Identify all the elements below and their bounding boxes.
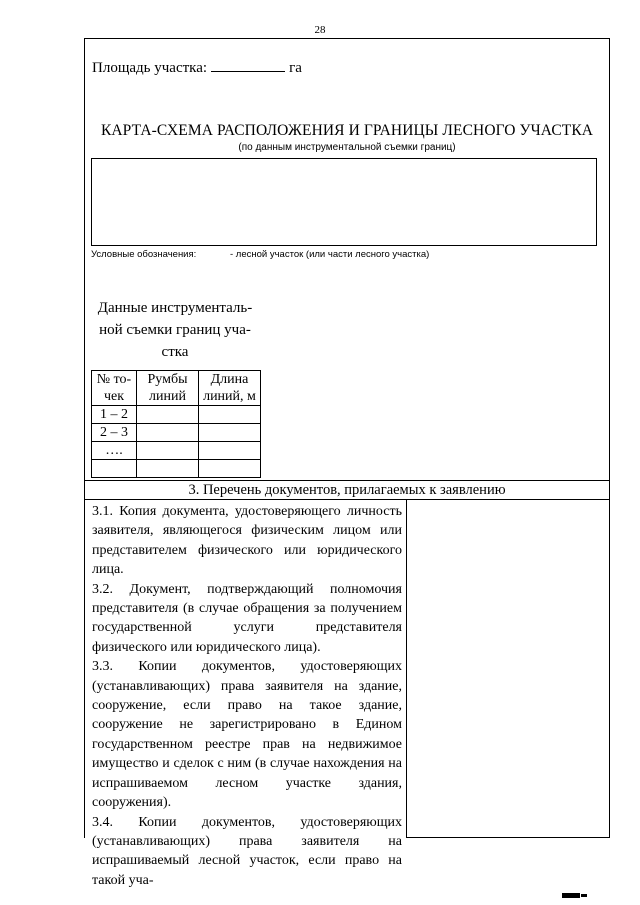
table-cell[interactable] — [92, 460, 137, 478]
column-header-length: Длина линий, м — [199, 371, 261, 406]
table-row — [92, 406, 261, 424]
table-cell[interactable] — [137, 406, 199, 424]
area-unit: га — [289, 60, 302, 76]
legend-label: Условные обозначения: — [91, 249, 197, 260]
table-header-row — [92, 371, 261, 406]
map-box — [91, 158, 597, 246]
scan-mark — [562, 893, 580, 898]
table-row — [92, 424, 261, 442]
survey-heading-line: Данные инструменталь- — [97, 300, 253, 316]
list-item: 3.2. Документ, подтверждающий полномочия представителя (в случае обращения за получением государственной услуги представителя физического или юридического лица). — [92, 581, 402, 655]
survey-table — [91, 370, 261, 478]
table-cell[interactable] — [199, 406, 261, 424]
list-item: 3.1. Копия документа, удостоверяющего личность заявителя, являющегося физическим лицом или представителем физического или юридического лица. — [92, 504, 402, 578]
area-field — [92, 57, 302, 77]
document-list — [92, 502, 402, 890]
column-divider — [406, 500, 407, 838]
area-label: Площадь участка: — [92, 60, 208, 76]
survey-heading — [90, 297, 260, 363]
survey-heading-line: стка — [161, 344, 189, 360]
right-column-bottom-line — [406, 837, 610, 838]
page-number: 28 — [314, 24, 326, 36]
legend-description: - лесной участок (или части лесного участка) — [230, 249, 430, 260]
column-header-points: № то- чек — [92, 371, 137, 406]
table-cell[interactable] — [137, 460, 199, 478]
map-title: КАРТА-СХЕМА РАСПОЛОЖЕНИЯ И ГРАНИЦЫ ЛЕСНОГО УЧАСТКА — [100, 122, 594, 139]
list-item: 3.4. Копии документов, удостоверяющих (устанавливающих) права заявителя на испрашиваемый лесной участок, если право на такой уча- — [92, 814, 402, 888]
table-row — [92, 442, 261, 460]
survey-heading-line: ной съемки границ уча- — [99, 322, 251, 338]
table-cell[interactable]: 2 – 3 — [92, 424, 137, 442]
scan-mark — [581, 894, 587, 897]
map-subtitle: (по данным инструментальной съемки границ) — [238, 142, 456, 153]
table-cell[interactable] — [199, 424, 261, 442]
column-header-bearings: Румбы линий — [137, 371, 199, 406]
table-cell[interactable]: 1 – 2 — [92, 406, 137, 424]
table-cell[interactable] — [199, 460, 261, 478]
table-cell[interactable] — [137, 442, 199, 460]
list-item: 3.3. Копии документов, удостоверяющих (устанавливающих) права заявителя на здание, сооружение, если право на такое здание, сооружение не зарегистрировано в Едином государственном реестре прав на недвижимое имущество и сделок с ним (в случае нахождения на испрашиваемом лесном участке здания, сооружения). — [92, 659, 402, 811]
table-cell[interactable] — [137, 424, 199, 442]
table-cell[interactable] — [199, 442, 261, 460]
section3-title: 3. Перечень документов, прилагаемых к заявлению — [84, 480, 610, 500]
table-cell[interactable]: …. — [92, 442, 137, 460]
area-blank-line[interactable] — [211, 57, 285, 72]
table-row — [92, 460, 261, 478]
